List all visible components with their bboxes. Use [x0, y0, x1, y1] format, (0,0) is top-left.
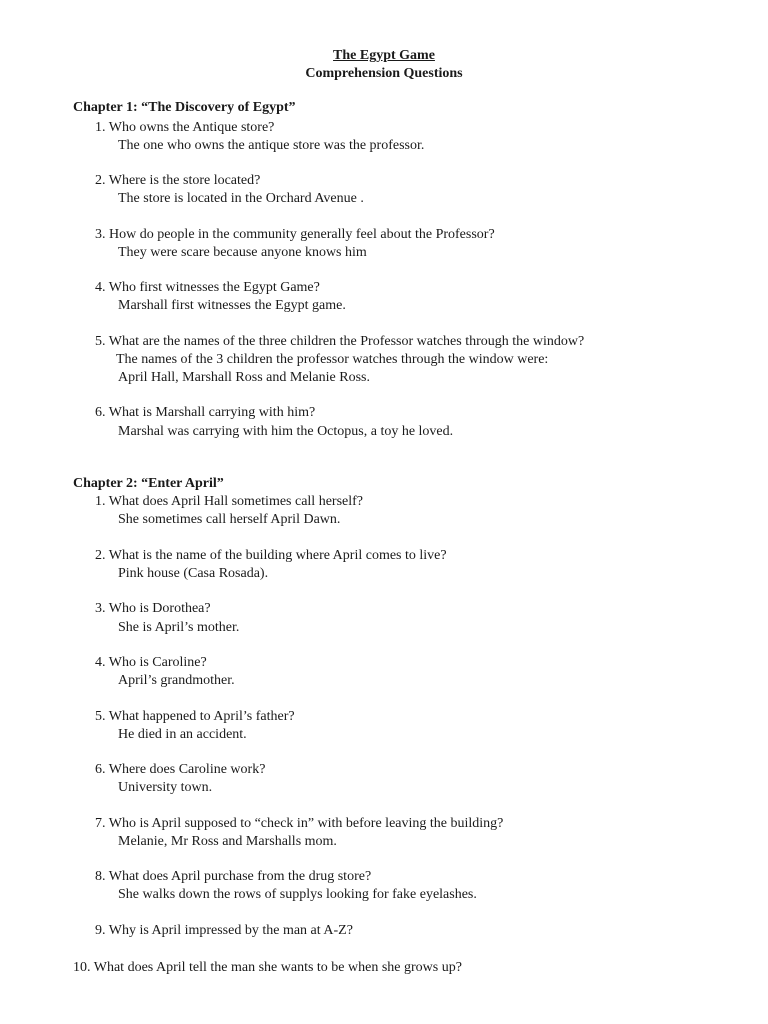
question: 6. What is Marshall carrying with him? [95, 405, 316, 420]
question: 4. Who is Caroline? [95, 655, 207, 670]
document-title: The Egypt Game [333, 48, 435, 63]
answer: Marshal was carrying with him the Octopus, a toy he loved. [118, 424, 454, 439]
answer: She walks down the rows of supplys looking for fake eyelashes. [118, 887, 477, 902]
question: 8. What does April purchase from the drug store? [95, 869, 372, 884]
answer: The names of the 3 children the professor watches through the window were: [116, 352, 549, 367]
document-subtitle: Comprehension Questions [305, 66, 463, 81]
answer: University town. [118, 780, 213, 795]
question: 5. What are the names of the three children the Professor watches through the window? [95, 334, 585, 349]
question: 4. Who first witnesses the Egypt Game? [95, 280, 320, 295]
answer: Pink house (Casa Rosada). [118, 566, 269, 581]
question: 1. What does April Hall sometimes call herself? [95, 494, 364, 509]
question: 3. How do people in the community generally feel about the Professor? [95, 227, 495, 242]
answer: April Hall, Marshall Ross and Melanie Ross. [118, 370, 370, 385]
question: 2. What is the name of the building where April comes to live? [95, 548, 447, 563]
answer: The store is located in the Orchard Avenue . [118, 191, 364, 206]
answer: She sometimes call herself April Dawn. [118, 512, 341, 527]
answer: April’s grandmother. [118, 673, 235, 688]
answer: Melanie, Mr Ross and Marshalls mom. [118, 834, 337, 849]
question: 7. Who is April supposed to “check in” with before leaving the building? [95, 816, 504, 831]
answer: He died in an accident. [118, 727, 247, 742]
question: 1. Who owns the Antique store? [95, 120, 275, 135]
answer: They were scare because anyone knows him [118, 245, 367, 260]
question: 3. Who is Dorothea? [95, 601, 211, 616]
question: 10. What does April tell the man she wants to be when she grows up? [73, 960, 462, 975]
chapter-1-heading: Chapter 1: “The Discovery of Egypt” [73, 100, 296, 115]
question: 6. Where does Caroline work? [95, 762, 266, 777]
answer: The one who owns the antique store was the professor. [118, 138, 425, 153]
answer: Marshall first witnesses the Egypt game. [118, 298, 346, 313]
answer: She is April’s mother. [118, 620, 240, 635]
question: 5. What happened to April’s father? [95, 709, 295, 724]
question: 2. Where is the store located? [95, 173, 261, 188]
chapter-2-heading: Chapter 2: “Enter April” [73, 476, 224, 491]
question: 9. Why is April impressed by the man at A-Z? [95, 923, 353, 938]
